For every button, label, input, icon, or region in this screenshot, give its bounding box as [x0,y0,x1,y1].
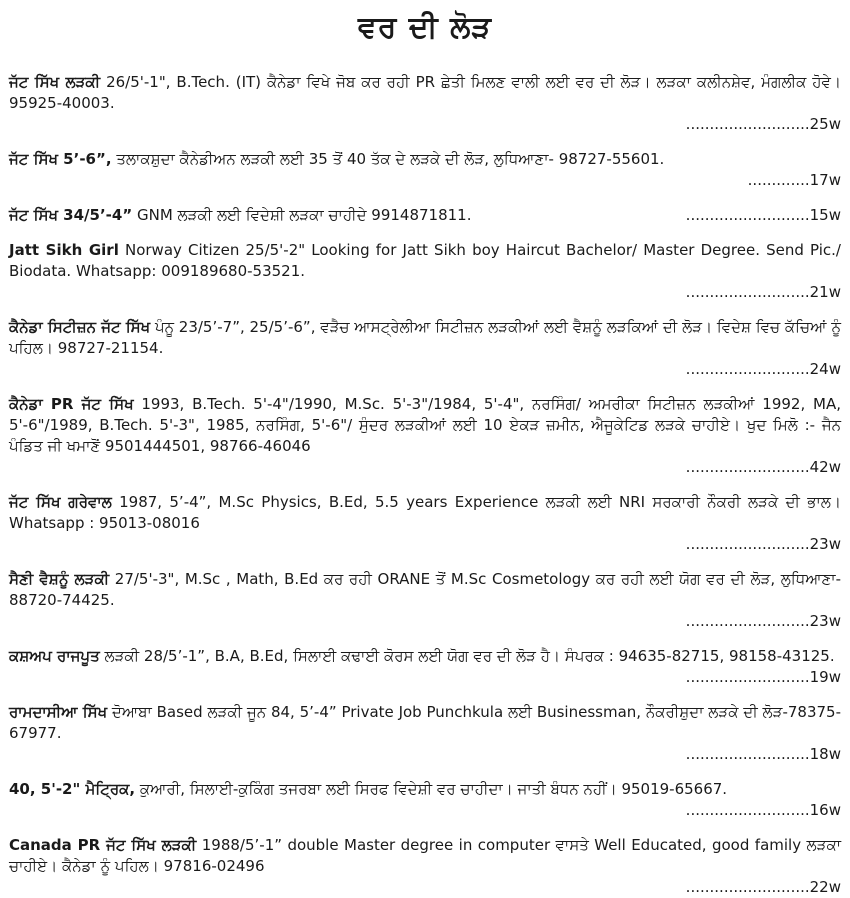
ad-text [9,646,841,667]
ad-lead: ਸੈਣੀ ਵੈਸ਼ਨੂੰ ਲੜਕੀ [9,570,110,588]
ad-code: ..........................15w [685,206,841,224]
ad-text [9,569,841,611]
ad-code: ..........................42w [685,458,841,476]
ad-text [9,702,841,744]
ad-lead: ਕੈਨੇਡਾ ਸਿਟੀਜ਼ਨ ਜੱਟ ਸਿੱਖ [9,318,151,336]
ad-lead: ਕਸ਼ਅਪ ਰਾਜਪੂਤ [9,647,100,665]
ad-lead: ਜੱਟ ਸਿੱਖ 5’-6”, [9,150,112,168]
ad-text [9,205,841,226]
ad-code: ..........................25w [685,115,841,133]
ad-1 [9,72,841,135]
ad-8 [9,569,841,632]
ad-body: ਲੜਕੀ 28/5’-1”, B.A, B.Ed, ਸਿਲਾਈ ਕਢਾਈ ਕੋਰਸ ਲਈ ਯੋਗ ਵਰ ਦੀ ਲੋੜ ਹੈ। ਸੰਪਰਕ : 94635-82715, 98158-43125. [99,647,835,665]
ad-code: ..........................21w [685,283,841,301]
ad-code: ..........................23w [685,535,841,553]
ad-3 [9,205,841,226]
ad-body: ਪੰਨੂ 23/5’-7”, 25/5’-6”, ਵੜੈਚ ਆਸਟ੍ਰੇਲੀਆ ਸਿਟੀਜ਼ਨ ਲੜਕੀਆਂ ਲਈ ਵੈਸ਼ਨੂੰ ਲੜਕਿਆਂ ਦੀ ਲੋੜ। ਵਿਦੇਸ਼ ਵਿਚ ਕੱਚਿਆਂ ਨੂੰ ਪਹਿਲ। 98727-21154. [9,318,841,357]
ad-code: ..........................23w [685,612,841,630]
ad-body: 1988/5’-1” double Master degree in computer ਵਾਸਤੇ Well Educated, good family ਲੜਕਾ ਚਾਹੀਏ। ਕੈਨੇਡਾ ਨੂੰ ਪਹਿਲ। 97816-02496 [9,836,841,875]
ad-text [9,492,841,534]
ad-text [9,394,841,457]
ad-text [9,317,841,359]
ad-11 [9,779,841,821]
ad-text [9,149,841,170]
ad-code: ..........................18w [685,745,841,763]
ad-text [9,779,841,800]
ad-text [9,240,841,282]
ad-lead: Jatt Sikh Girl [9,241,119,259]
ad-code: .............17w [747,171,841,189]
ad-text [9,72,841,114]
ad-code: ..........................22w [685,878,841,896]
ad-text [9,835,841,877]
page-title: ਵਰ ਦੀ ਲੋੜ [357,10,493,45]
ad-lead: Canada PR ਜੱਟ ਸਿੱਖ ਲੜਕੀ [9,836,197,854]
ad-lead: ਕੈਨੇਡਾ PR ਜੱਟ ਸਿੱਖ [9,395,134,413]
ad-10 [9,702,841,765]
ad-2 [9,149,841,191]
ad-lead: 40, 5'-2" ਮੈਟ੍ਰਿਕ, [9,780,136,798]
ad-lead: ਜੱਟ ਸਿੱਖ ਲੜਕੀ [9,73,101,91]
ad-lead: ਜੱਟ ਸਿੱਖ ਗਰੇਵਾਲ [9,493,112,511]
ad-code: ..........................19w [685,668,841,686]
ad-lead: ਰਾਮਦਾਸੀਆ ਸਿੱਖ [9,703,108,721]
ad-body: GNM ਲੜਕੀ ਲਈ ਵਿਦੇਸ਼ੀ ਲੜਕਾ ਚਾਹੀਦੇ 9914871811. [132,206,472,224]
ad-body: ਦੋਆਬਾ Based ਲੜਕੀ ਜੂਨ 84, 5’-4” Private Job Punchkula ਲਈ Businessman, ਨੌਕਰੀਸ਼ੁਦਾ ਲੜਕੇ ਦੀ ਲੋੜ-78375-67977. [9,703,841,742]
ad-body: 1993, B.Tech. 5'-4"/1990, M.Sc. 5'-3"/1984, 5'-4", ਨਰਸਿੰਗ/ ਅਮਰੀਕਾ ਸਿਟੀਜ਼ਨ ਲੜਕੀਆਂ 1992, MA, 5'-6"/1989, B.Tech. 5'-3", 1985, ਨਰਸਿੰਗ, 5'-6"/ ਸੁੰਦਰ ਲੜਕੀਆਂ ਲਈ 10 ਏਕੜ ਜ਼ਮੀਨ, ਐਜੂਕੇਟਿਡ ਲੜਕੇ ਚਾਹੀਏ। ਖੁਦ ਮਿਲੋ :- ਜੈਨ ਪੰਡਿਤ ਜੀ ਖਮਾਣੋਂ 9501444501, 98766-46046 [9,395,841,455]
ad-body: 27/5'-3", M.Sc , Math, B.Ed ਕਰ ਰਹੀ ORANE ਤੋਂ M.Sc Cosmetology ਕਰ ਰਹੀ ਲਈ ਯੋਗ ਵਰ ਦੀ ਲੋੜ, ਲੁਧਿਆਣਾ- 88720-74425. [9,570,841,609]
ad-4 [9,240,841,303]
ad-9 [9,646,841,688]
ad-body: ਕੁਆਰੀ, ਸਿਲਾਈ-ਕੁਕਿੰਗ ਤਜਰਬਾ ਲਈ ਸਿਰਫ ਵਿਦੇਸ਼ੀ ਵਰ ਚਾਹੀਦਾ। ਜਾਤੀ ਬੰਧਨ ਨਹੀਂ। 95019-65667. [135,780,728,798]
ad-body: Norway Citizen 25/5'-2" Looking for Jatt Sikh boy Haircut Bachelor/ Master Degree. Send Pic./ Biodata. Whatsapp: 009189680-53521. [9,241,841,280]
ad-5 [9,317,841,380]
ad-7 [9,492,841,555]
ad-body: 1987, 5’-4”, M.Sc Physics, B.Ed, 5.5 years Experience ਲੜਕੀ ਲਈ NRI ਸਰਕਾਰੀ ਨੌਕਰੀ ਲੜਕੇ ਦੀ ਭਾਲ। Whatsapp : 95013-08016 [9,493,841,532]
ad-code: ..........................16w [685,801,841,819]
ad-lead: ਜੱਟ ਸਿੱਖ 34/5’-4” [9,206,133,224]
ad-body: 26/5'-1", B.Tech. (IT) ਕੈਨੇਡਾ ਵਿਖੇ ਜੋਬ ਕਰ ਰਹੀ PR ਛੇਤੀ ਮਿਲਣ ਵਾਲੀ ਲਈ ਵਰ ਦੀ ਲੋੜ। ਲੜਕਾ ਕਲੀਨਸ਼ੇਵ, ਮੰਗਲੀਕ ਹੋਵੇ। 95925-40003. [9,73,841,112]
ad-code: ..........................24w [685,360,841,378]
ad-6 [9,394,841,478]
ad-12 [9,835,841,898]
ad-body: ਤਲਾਕਸ਼ੁਦਾ ਕੈਨੇਡੀਅਨ ਲੜਕੀ ਲਈ 35 ਤੋਂ 40 ਤੱਕ ਦੇ ਲੜਕੇ ਦੀ ਲੋੜ, ਲੁਧਿਆਣਾ- 98727-55601. [111,150,665,168]
